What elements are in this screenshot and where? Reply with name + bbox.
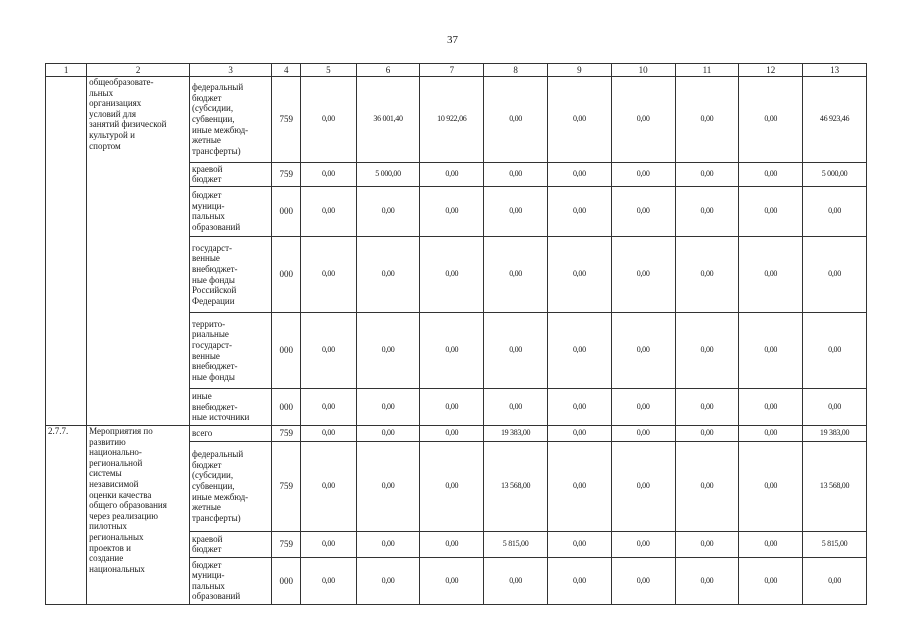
amount-cell: 0,00	[739, 425, 803, 441]
table-row	[46, 77, 867, 162]
amount-cell: 0,00	[675, 531, 739, 557]
budget-code-cell: 759	[272, 442, 301, 532]
amount-cell: 0,00	[420, 313, 484, 388]
amount-cell: 0,00	[611, 531, 675, 557]
column-number: 5	[301, 64, 357, 77]
amount-cell: 0,00	[301, 531, 357, 557]
amount-cell: 0,00	[611, 442, 675, 532]
amount-cell: 0,00	[675, 186, 739, 236]
column-number: 7	[420, 64, 484, 77]
amount-cell: 0,00	[611, 162, 675, 186]
amount-cell: 0,00	[301, 388, 357, 425]
section-a-body	[46, 77, 867, 426]
amount-cell: 0,00	[739, 313, 803, 388]
amount-cell: 0,00	[420, 186, 484, 236]
budget-code-cell: 000	[272, 236, 301, 312]
amount-cell: 0,00	[739, 557, 803, 604]
amount-cell: 36 001,40	[356, 77, 420, 162]
amount-cell: 0,00	[356, 442, 420, 532]
amount-cell: 0,00	[548, 442, 612, 532]
amount-cell: 0,00	[675, 388, 739, 425]
amount-cell: 0,00	[611, 425, 675, 441]
amount-cell: 5 815,00	[803, 531, 867, 557]
amount-cell: 0,00	[548, 77, 612, 162]
column-number-row	[46, 64, 867, 77]
amount-cell: 0,00	[420, 162, 484, 186]
amount-cell: 0,00	[548, 425, 612, 441]
funding-source-cell: краевой бюджет	[190, 162, 272, 186]
amount-cell: 0,00	[356, 425, 420, 441]
amount-cell: 0,00	[803, 388, 867, 425]
column-number: 9	[548, 64, 612, 77]
budget-code-cell: 000	[272, 557, 301, 604]
amount-cell: 0,00	[301, 313, 357, 388]
amount-cell: 0,00	[803, 186, 867, 236]
amount-cell: 0,00	[548, 162, 612, 186]
amount-cell: 0,00	[301, 442, 357, 532]
amount-cell: 0,00	[675, 557, 739, 604]
amount-cell: 0,00	[548, 531, 612, 557]
amount-cell: 0,00	[611, 186, 675, 236]
column-number: 10	[611, 64, 675, 77]
amount-cell: 0,00	[739, 388, 803, 425]
budget-code-cell: 759	[272, 77, 301, 162]
budget-code-cell: 000	[272, 313, 301, 388]
amount-cell: 0,00	[484, 388, 548, 425]
amount-cell: 0,00	[301, 425, 357, 441]
amount-cell: 0,00	[675, 236, 739, 312]
amount-cell: 0,00	[611, 388, 675, 425]
amount-cell: 0,00	[301, 557, 357, 604]
amount-cell: 19 383,00	[484, 425, 548, 441]
amount-cell: 0,00	[420, 557, 484, 604]
table-row	[46, 425, 867, 441]
budget-code-cell: 759	[272, 425, 301, 441]
amount-cell: 0,00	[420, 531, 484, 557]
item-number-cell: 2.7.7.	[46, 425, 87, 604]
column-number: 13	[803, 64, 867, 77]
amount-cell: 0,00	[484, 557, 548, 604]
amount-cell: 0,00	[484, 236, 548, 312]
amount-cell: 0,00	[611, 313, 675, 388]
amount-cell: 0,00	[611, 236, 675, 312]
amount-cell: 0,00	[420, 442, 484, 532]
amount-cell: 0,00	[675, 442, 739, 532]
amount-cell: 0,00	[675, 162, 739, 186]
funding-source-cell: бюджет муници- пальных образований	[190, 186, 272, 236]
amount-cell: 19 383,00	[803, 425, 867, 441]
amount-cell: 0,00	[675, 313, 739, 388]
amount-cell: 0,00	[301, 236, 357, 312]
column-number: 4	[272, 64, 301, 77]
column-number: 1	[46, 64, 87, 77]
budget-table	[45, 63, 867, 605]
amount-cell: 0,00	[484, 186, 548, 236]
amount-cell: 0,00	[803, 313, 867, 388]
amount-cell: 13 568,00	[484, 442, 548, 532]
amount-cell: 0,00	[356, 557, 420, 604]
column-number: 3	[190, 64, 272, 77]
amount-cell: 0,00	[739, 442, 803, 532]
amount-cell: 0,00	[301, 162, 357, 186]
amount-cell: 0,00	[356, 186, 420, 236]
amount-cell: 10 922,06	[420, 77, 484, 162]
item-name-cell: общеобразовате- льных организациях условий для занятий физической культурой и спортом	[87, 77, 190, 426]
amount-cell: 0,00	[611, 77, 675, 162]
amount-cell: 0,00	[484, 77, 548, 162]
budget-code-cell: 759	[272, 531, 301, 557]
amount-cell: 13 568,00	[803, 442, 867, 532]
budget-code-cell: 759	[272, 162, 301, 186]
amount-cell: 0,00	[484, 313, 548, 388]
column-number: 6	[356, 64, 420, 77]
funding-source-cell: краевой бюджет	[190, 531, 272, 557]
amount-cell: 0,00	[675, 77, 739, 162]
amount-cell: 46 923,46	[803, 77, 867, 162]
column-number: 12	[739, 64, 803, 77]
amount-cell: 0,00	[301, 77, 357, 162]
amount-cell: 0,00	[739, 236, 803, 312]
amount-cell: 0,00	[548, 236, 612, 312]
column-number: 8	[484, 64, 548, 77]
amount-cell: 5 000,00	[356, 162, 420, 186]
item-number-cell	[46, 77, 87, 426]
amount-cell: 5 815,00	[484, 531, 548, 557]
budget-code-cell: 000	[272, 186, 301, 236]
amount-cell: 0,00	[356, 236, 420, 312]
amount-cell: 0,00	[675, 425, 739, 441]
funding-source-cell: бюджет муници- пальных образований	[190, 557, 272, 604]
column-number: 11	[675, 64, 739, 77]
item-name-cell: Мероприятия по развитию национально- региональной системы независимой оценки качества общего образования через реализацию пилотных региональных проектов и создание национальных	[87, 425, 190, 604]
funding-source-cell: федеральный бюджет (субсидии, субвенции, иные межбюд- жетные трансферты)	[190, 442, 272, 532]
funding-source-cell: иные внебюджет- ные источники	[190, 388, 272, 425]
amount-cell: 0,00	[548, 186, 612, 236]
amount-cell: 0,00	[420, 388, 484, 425]
amount-cell: 0,00	[301, 186, 357, 236]
amount-cell: 0,00	[548, 388, 612, 425]
funding-source-cell: государст- венные внебюджет- ные фонды Российской Федерации	[190, 236, 272, 312]
amount-cell: 0,00	[611, 557, 675, 604]
budget-code-cell: 000	[272, 388, 301, 425]
amount-cell: 0,00	[739, 77, 803, 162]
amount-cell: 0,00	[739, 531, 803, 557]
amount-cell: 0,00	[548, 313, 612, 388]
page-number: 37	[447, 34, 458, 46]
amount-cell: 0,00	[803, 236, 867, 312]
amount-cell: 5 000,00	[803, 162, 867, 186]
amount-cell: 0,00	[420, 425, 484, 441]
section-b-body	[46, 425, 867, 604]
amount-cell: 0,00	[356, 313, 420, 388]
amount-cell: 0,00	[739, 162, 803, 186]
amount-cell: 0,00	[739, 186, 803, 236]
funding-source-cell: террито- риальные государст- венные внебюджет- ные фонды	[190, 313, 272, 388]
funding-source-cell: федеральный бюджет (субсидии, субвенции, иные межбюд- жетные трансферты)	[190, 77, 272, 162]
funding-source-cell: всего	[190, 425, 272, 441]
amount-cell: 0,00	[356, 388, 420, 425]
amount-cell: 0,00	[356, 531, 420, 557]
amount-cell: 0,00	[484, 162, 548, 186]
amount-cell: 0,00	[803, 557, 867, 604]
amount-cell: 0,00	[548, 557, 612, 604]
column-number: 2	[87, 64, 190, 77]
amount-cell: 0,00	[420, 236, 484, 312]
